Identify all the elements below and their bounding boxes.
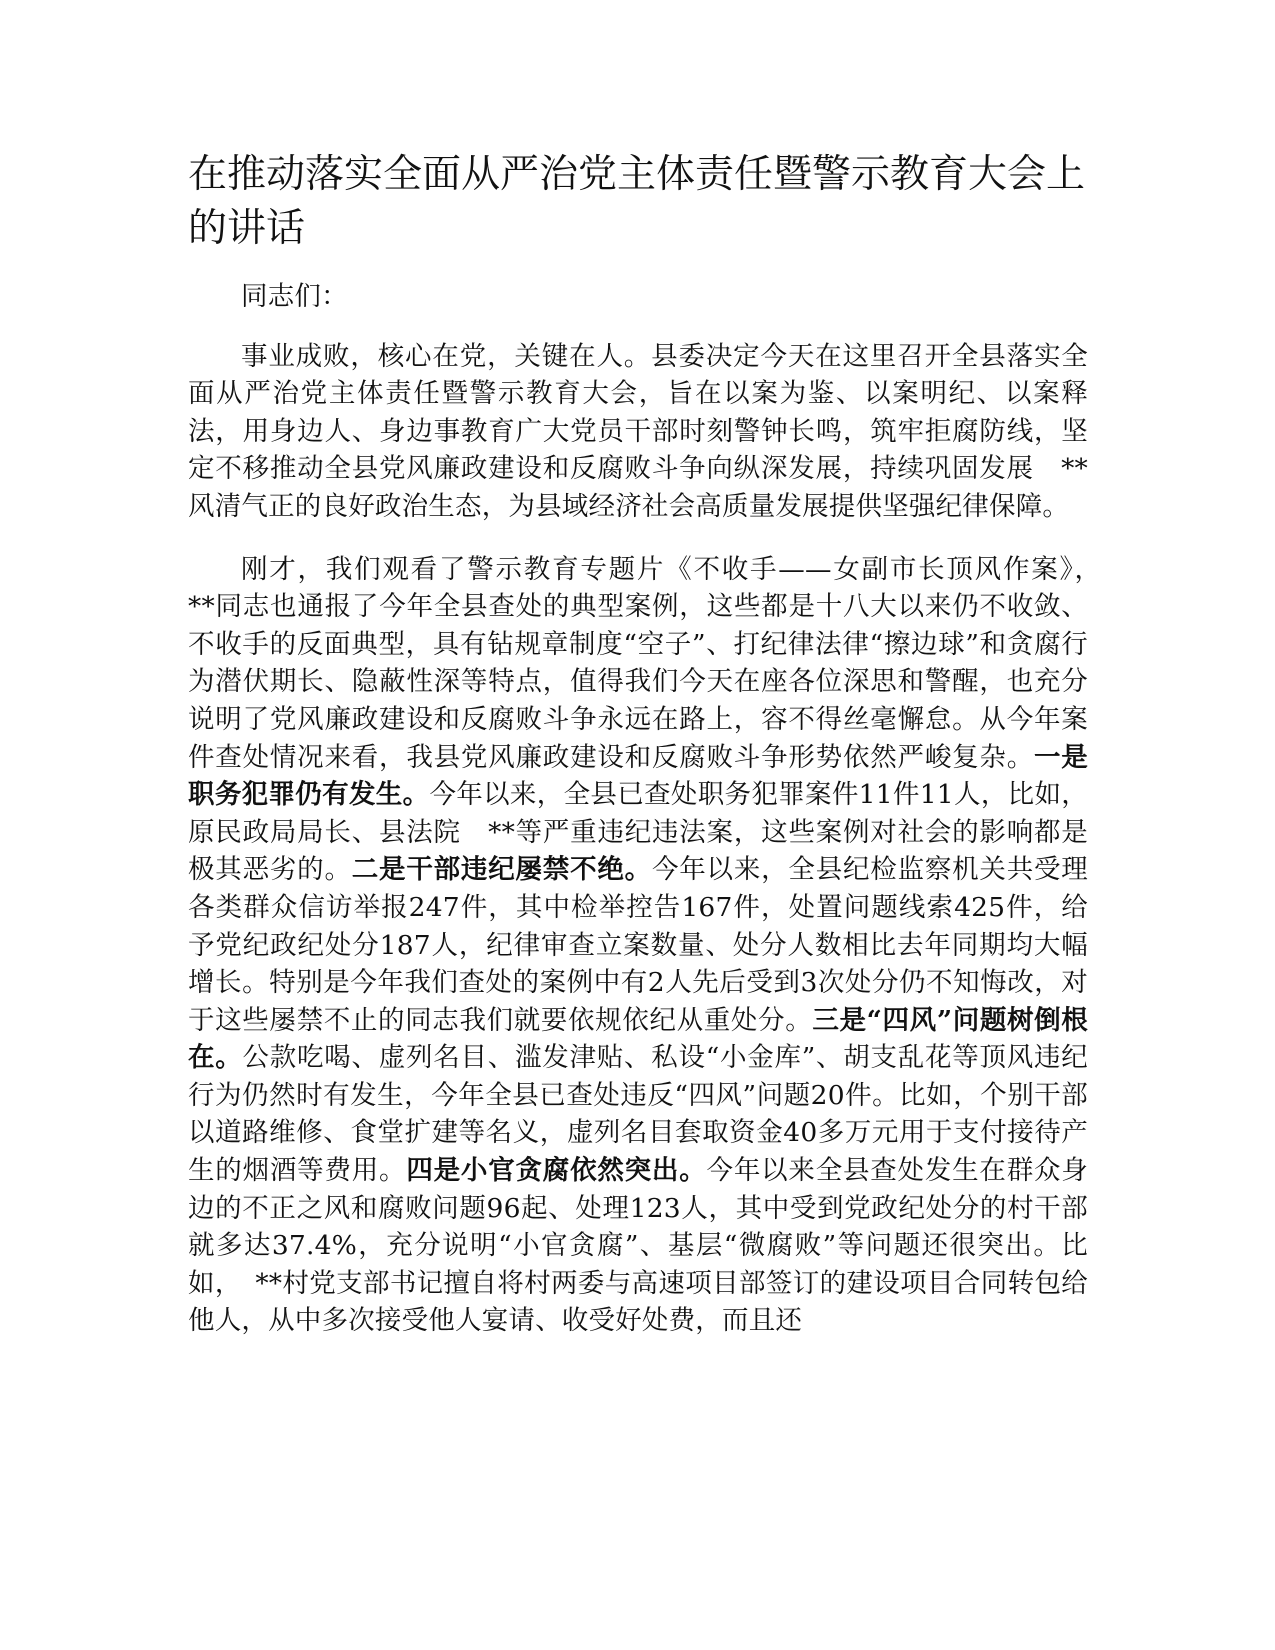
paragraph-case-report: [188, 551, 1115, 1340]
point-1-heading: 一是职务犯罪仍有发生。: [188, 741, 1088, 811]
point-4-heading: 四是小官贪腐依然突出。: [406, 1155, 707, 1187]
point-1-text: 今年以来，全县已查处职务犯罪案件11件11人，比如，原民政局局长、县法院 **等严重违纪违法案，这些案例对社会的影响都是极其恶劣的。: [188, 779, 1089, 886]
paragraph-intro-text: 刚才，我们观看了警示教育专题片《不收手——女副市长顶风作案》， **同志也通报了今年全县查处的典型案例，这些都是十八大以来仍不收敛、不收手的反面典型，具有钻规章制度“空子”、打纪律法律“擦边球”和贪腐行为潜伏期长、隐蔽性深等特点，值得我们今天在座各位深思和警醒，也充分说明了党风廉政建设和反腐败斗争永远在路上，容不得丝毫懈怠。从今年案件查处情况来看，我县党风廉政建设和反腐败斗争形势依然严峻复杂。: [188, 553, 1115, 773]
point-2-text: 今年以来，全县纪检监察机关共受理各类群众信访举报247件，其中检举控告167件，处置问题线索425件，给予党纪政纪处分187人，纪律审查立案数量、处分人数相比去年同期均大幅增长。特别是今年我们查处的案例中有2人先后受到3次处分仍不知悔改，对于这些屡禁不止的同志我们就要依规依纪从重处分。: [188, 854, 1089, 1036]
document-title: 在推动落实全面从严治党主体责任暨警示教育大会上的讲话: [188, 152, 1086, 251]
document-body: [188, 148, 1115, 1365]
point-2-heading: 二是干部违纪屡禁不绝。: [351, 854, 652, 886]
point-4-text: 今年以来全县查处发生在群众身边的不正之风和腐败问题96起、处理123人，其中受到党政纪处分的村干部就多达37.4%，充分说明“小官贪腐”、基层“微腐败”等问题还很突出。比如， **村党支部书记擅自将村两委与高速项目部签订的建设项目合同转包给他人，从中多次接受他人宴请、收受好处费，而且还: [188, 1155, 1088, 1337]
paragraph-opening: 事业成败，核心在党，关键在人。县委决定今天在这里召开全县落实全面从严治党主体责任暨警示教育大会，旨在以案为鉴、以案明纪、以案释法，用身边人、身边事教育广大党员干部时刻警钟长鸣，筑牢拒腐防线，坚定不移推动全县党风廉政建设和反腐败斗争向纵深发展，持续巩固发展 **风清气正的良好政治生态，为县域经济社会高质量发展提供坚强纪律保障。: [188, 340, 1088, 522]
point-3-heading: 三是“四风”问题树倒根在。: [188, 1004, 1089, 1074]
point-3-text: 公款吃喝、虚列名目、滥发津贴、私设“小金库”、胡支乱花等顶风违纪行为仍然时有发生，今年全县已查处违反“四风”问题20件。比如，个别干部以道路维修、食堂扩建等名义，虚列名目套取资金40多万元用于支付接待产生的烟酒等费用。: [188, 1042, 1088, 1187]
salutation: 同志们：: [241, 281, 348, 312]
